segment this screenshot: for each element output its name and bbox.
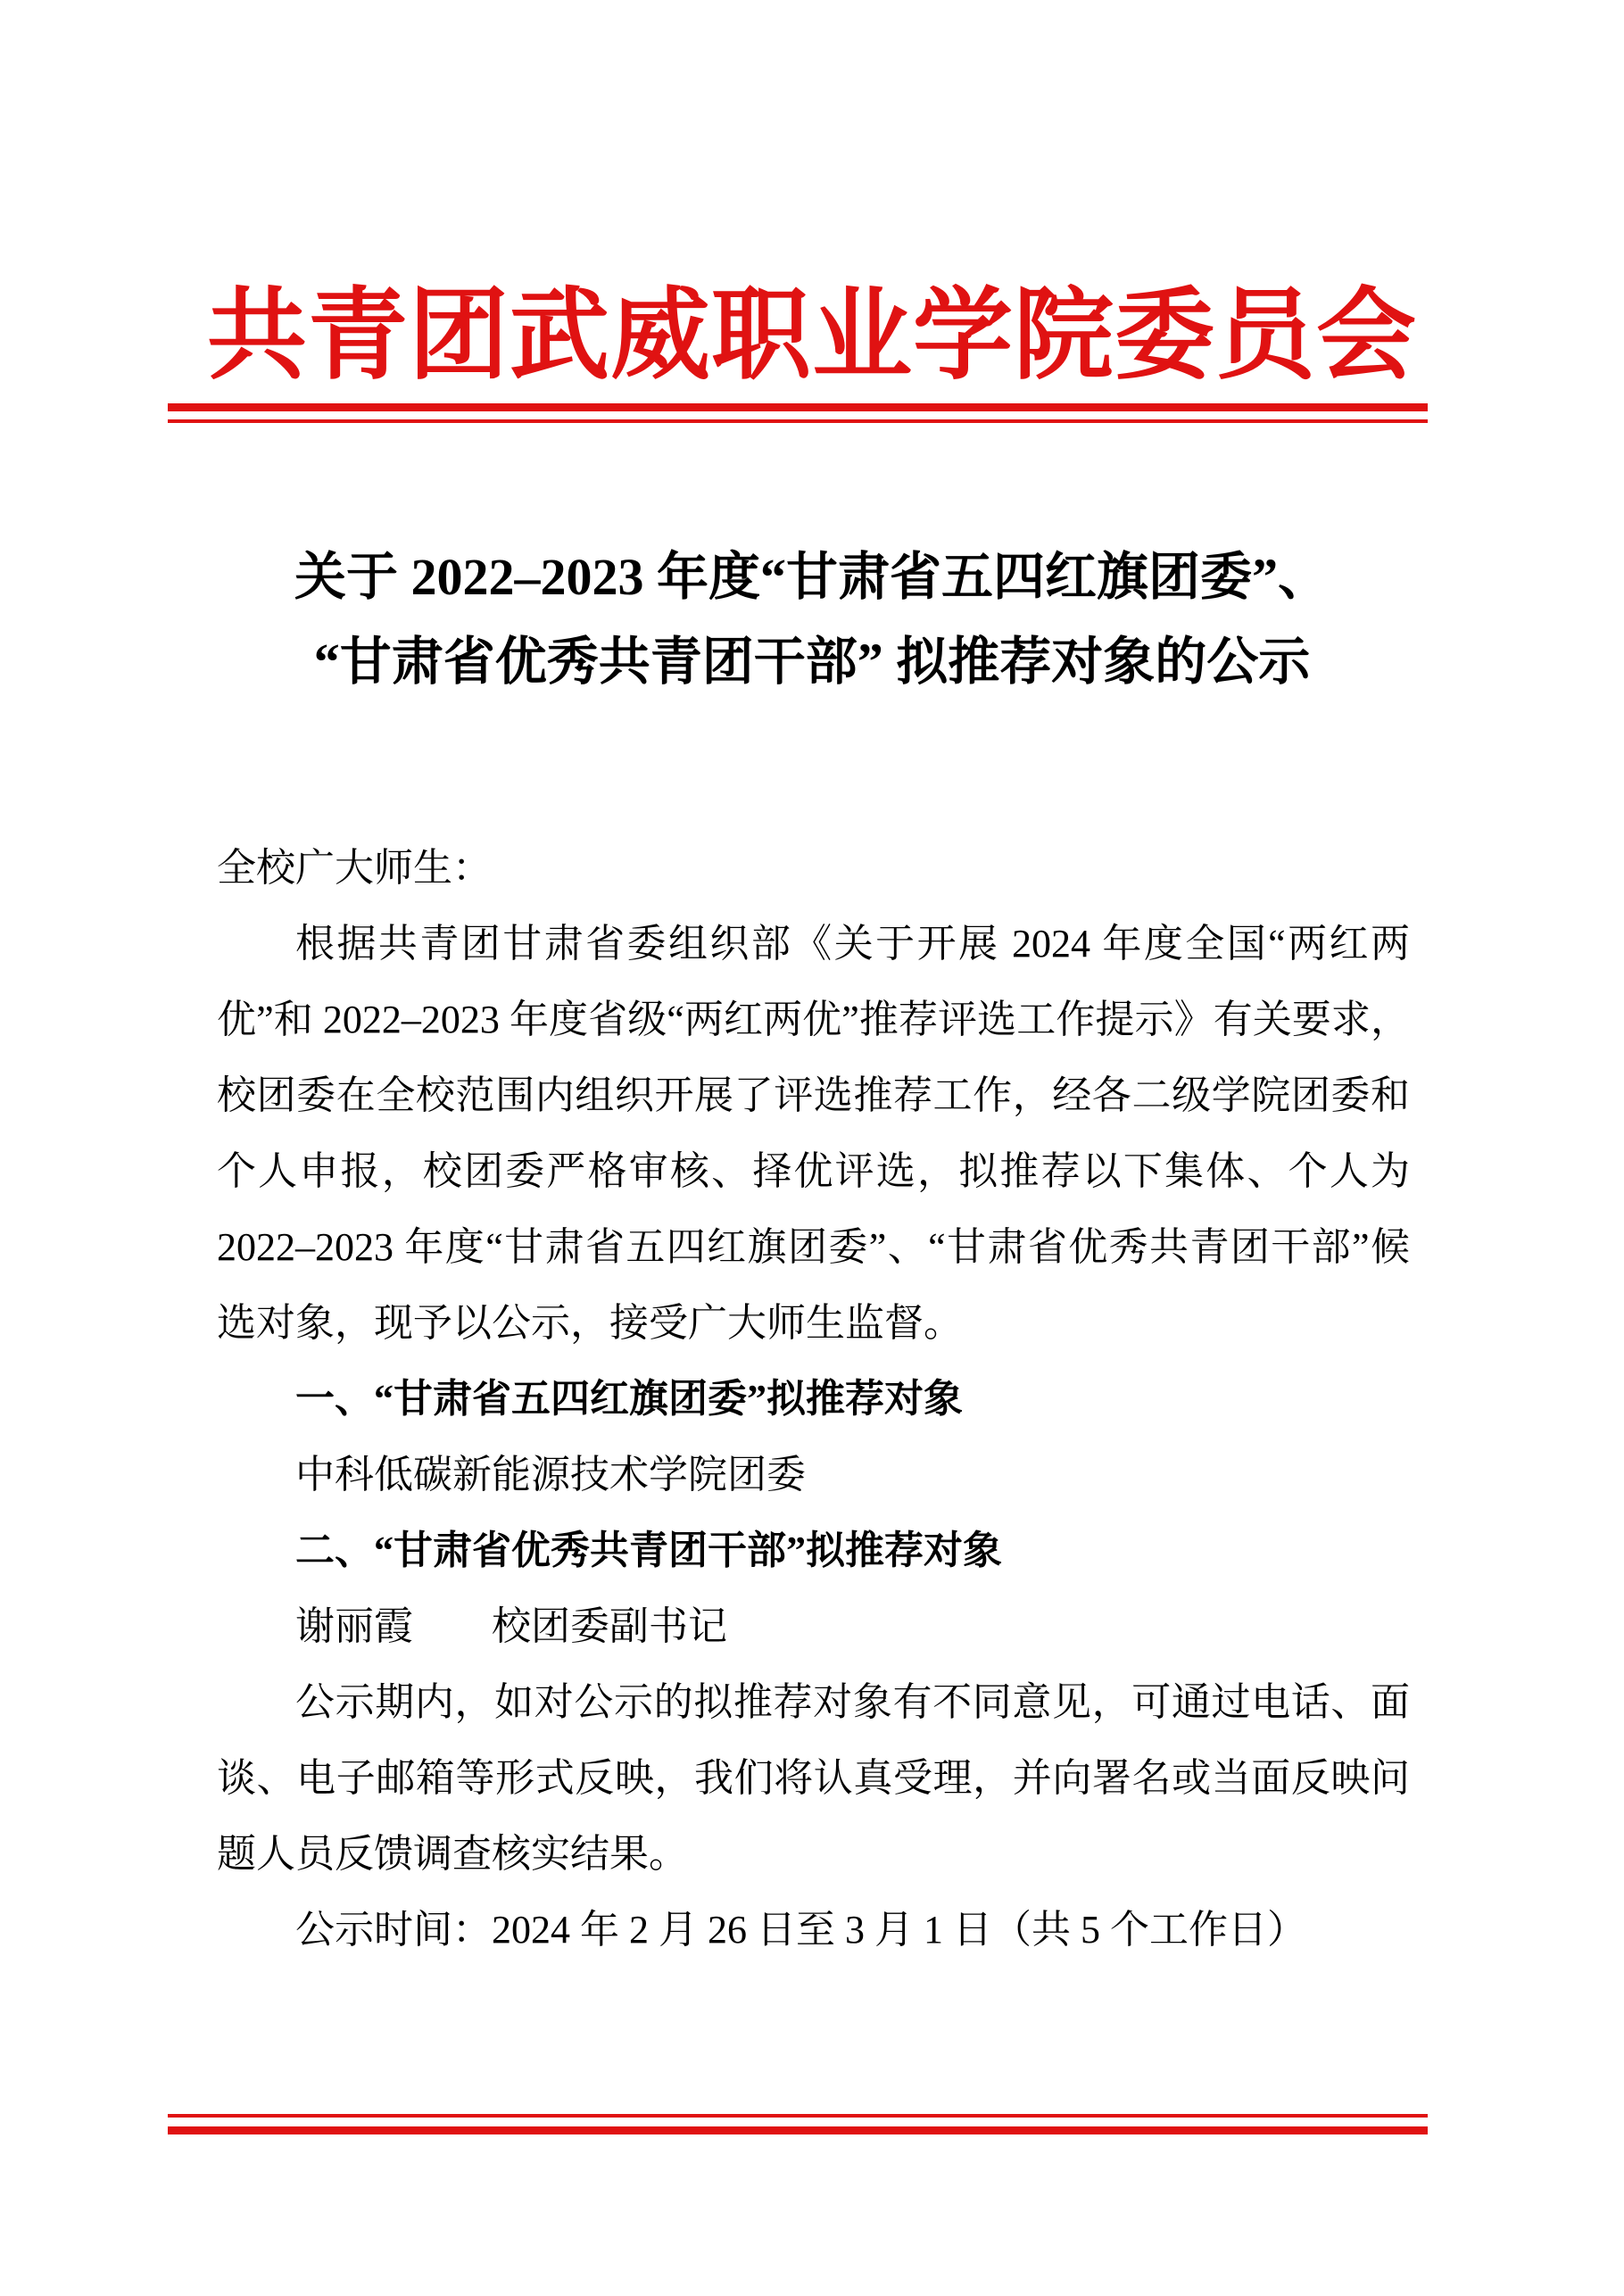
org-masthead-title: 共青团武威职业学院委员会 <box>207 281 1417 392</box>
section1-heading: 一、“甘肃省五四红旗团委”拟推荐对象 <box>295 1377 963 1421</box>
footer-rule-thin <box>168 2114 1428 2118</box>
doc-title-line1: 关于 2022–2023 年度“甘肃省五四红旗团委”、 <box>294 548 1330 606</box>
document-body <box>217 830 1410 1968</box>
section2-heading: 二、“甘肃省优秀共青团干部”拟推荐对象 <box>295 1529 1002 1572</box>
section2-candidate: 谢丽霞 校团委副书记 <box>295 1604 727 1648</box>
header-rule-thin <box>168 419 1428 423</box>
salutation: 全校广大师生： <box>217 846 492 890</box>
footer-rule-thick <box>168 2126 1428 2134</box>
paragraph-feedback: 公示期内，如对公示的拟推荐对象有不同意见，可通过电话、面谈、电子邮箱等形式反映，我们将认真受理，并向署名或当面反映问题人员反馈调查核实结果。 <box>217 1680 1410 1876</box>
paragraph-basis: 根据共青团甘肃省委组织部《关于开展 2024 年度全国“两红两优”和 2022–2023 年度省级“两红两优”推荐评选工作提示》有关要求，校团委在全校范围内组织开展了评选推荐工作，经各二级学院团委和个人申报，校团委严格审核、择优评选，拟推荐以下集体、个人为 2022–2023 年度“甘肃省五四红旗团委”、“甘肃省优秀共青团干部”候选对象，现予以公示，接受广大师生监督。 <box>217 922 1410 1345</box>
section1-candidate: 中科低碳新能源技术学院团委 <box>295 1453 806 1496</box>
paragraph-publicity-period: 公示时间：2024 年 2 月 26 日至 3 月 1 日（共 5 个工作日） <box>295 1908 1306 1952</box>
doc-title <box>98 535 1526 704</box>
header-rule-thick <box>168 403 1428 411</box>
doc-title-line2: “甘肃省优秀共青团干部” 拟推荐对象的公示 <box>313 633 1311 691</box>
